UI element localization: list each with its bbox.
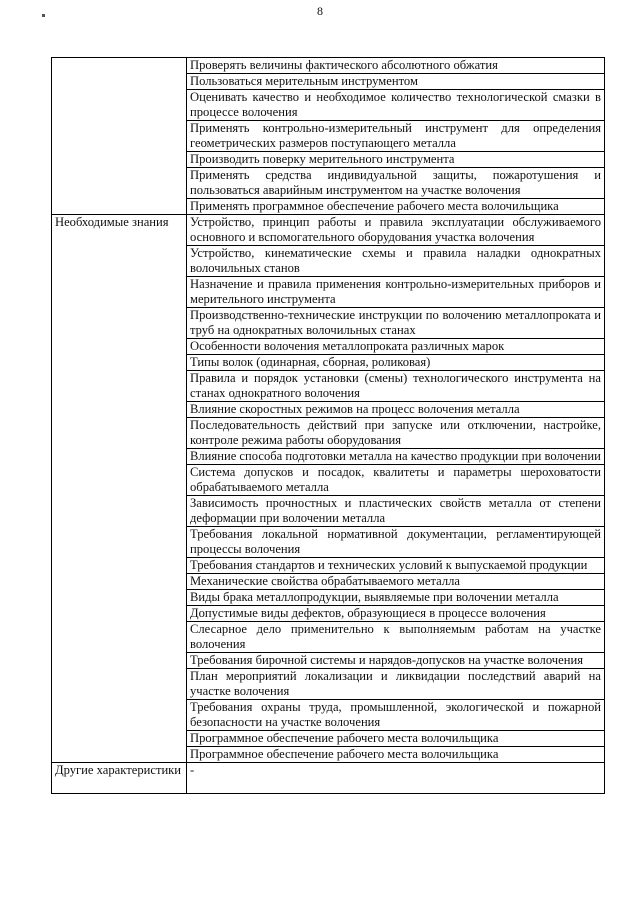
other-label-cell: Другие характеристики: [52, 763, 187, 794]
knowledge-item: Последовательность действий при запуске или отключении, настройке, контроле режима работы оборудования: [187, 418, 605, 449]
knowledge-item: Программное обеспечение рабочего места волочильщика: [187, 747, 605, 763]
knowledge-item: Система допусков и посадок, квалитеты и параметры шероховатости обрабатываемого металла: [187, 465, 605, 496]
knowledge-item: Зависимость прочностных и пластических свойств металла от степени деформации при волочении металла: [187, 496, 605, 527]
skill-item: Применять программное обеспечение рабочего места волочильщика: [187, 199, 605, 215]
knowledge-item: Слесарное дело применительно к выполняемым работам на участке волочения: [187, 622, 605, 653]
knowledge-item: Допустимые виды дефектов, образующиеся в процессе волочения: [187, 606, 605, 622]
knowledge-item: Механические свойства обрабатываемого металла: [187, 574, 605, 590]
knowledge-item: Требования стандартов и технических условий к выпускаемой продукции: [187, 558, 605, 574]
knowledge-item: Назначение и правила применения контрольно-измерительных приборов и мерительного инструмента: [187, 277, 605, 308]
knowledge-item: План мероприятий локализации и ликвидации последствий аварий на участке волочения: [187, 669, 605, 700]
knowledge-item: Влияние способа подготовки металла на качество продукции при волочении: [187, 449, 605, 465]
table-row: [52, 215, 605, 246]
table-row: [52, 58, 605, 74]
knowledge-item: Требования локальной нормативной документации, регламентирующей процессы волочения: [187, 527, 605, 558]
knowledge-item: Требования охраны труда, промышленной, экологической и пожарной безопасности на участке волочения: [187, 700, 605, 731]
knowledge-item: Типы волок (одинарная, сборная, роликовая): [187, 355, 605, 371]
skill-item: Производить поверку мерительного инструмента: [187, 152, 605, 168]
knowledge-item: Правила и порядок установки (смены) технологического инструмента на станах однократного волочения: [187, 371, 605, 402]
knowledge-item: Производственно-технические инструкции по волочению металлопроката и труб на однократных волочильных станах: [187, 308, 605, 339]
skills-label-cell: [52, 58, 187, 215]
page-number: 8: [317, 4, 323, 18]
skill-item: Оценивать качество и необходимое количество технологической смазки в процессе волочения: [187, 90, 605, 121]
knowledge-item: Особенности волочения металлопроката различных марок: [187, 339, 605, 355]
knowledge-item: Виды брака металлопродукции, выявляемые при волочении металла: [187, 590, 605, 606]
knowledge-item: Влияние скоростных режимов на процесс волочения металла: [187, 402, 605, 418]
knowledge-item: Устройство, кинематические схемы и правила наладки однократных волочильных станов: [187, 246, 605, 277]
skill-item: Применять средства индивидуальной защиты, пожаротушения и пользоваться аварийным инструментом на участке волочения: [187, 168, 605, 199]
skill-item: Проверять величины фактического абсолютного обжатия: [187, 58, 605, 74]
knowledge-item: Устройство, принцип работы и правила эксплуатации обслуживаемого основного и вспомогательного оборудования участка волочения: [187, 215, 605, 246]
requirements-table: [51, 57, 605, 794]
knowledge-label-cell: Необходимые знания: [52, 215, 187, 763]
knowledge-item: Программное обеспечение рабочего места волочильщика: [187, 731, 605, 747]
skill-item: Пользоваться мерительным инструментом: [187, 74, 605, 90]
table-row: [52, 763, 605, 794]
knowledge-item: Требования бирочной системы и нарядов-допусков на участке волочения: [187, 653, 605, 669]
other-value-cell: -: [187, 763, 605, 794]
skill-item: Применять контрольно-измерительный инструмент для определения геометрических размеров поступающего металла: [187, 121, 605, 152]
